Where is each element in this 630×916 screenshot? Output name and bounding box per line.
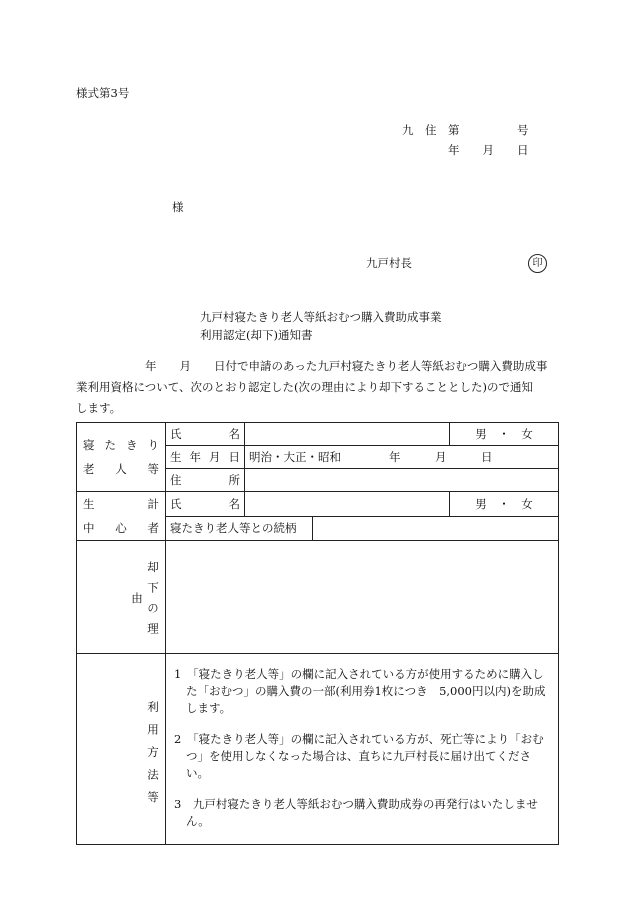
rejection-reason-row: [77, 541, 559, 654]
issue-date-line: 年 月 日: [448, 143, 529, 157]
elderly-label-line2: 老人等: [83, 462, 159, 476]
relation-field[interactable]: [313, 516, 559, 541]
earner-label-line2: 中心者: [83, 521, 159, 535]
earner-name-label: 氏名: [166, 492, 245, 517]
elderly-name-row: [77, 423, 559, 446]
usage-item-1: 1 「寝たきり老人等」の欄に記入されている方が使用するために購入した「おむつ」の購入費の一部(利用券1枚につき 5,000円以内)を助成します。: [174, 667, 546, 715]
earner-label-line1: 生 計: [83, 497, 159, 511]
earner-label-cell: [77, 492, 166, 541]
birthdate-ymd: 年 月 日: [389, 450, 493, 464]
usage-item-2: 2 「寝たきり老人等」の欄に記入されている方が、死亡等により「おむつ」を使用しなくなった場合は、直ちに九戸村長に届け出てください。: [174, 732, 544, 780]
elderly-name-field[interactable]: [245, 423, 450, 446]
addressee-suffix: 様: [172, 200, 184, 214]
rejection-reason-field[interactable]: [166, 541, 559, 654]
address-field[interactable]: [245, 469, 559, 492]
notice-body: [76, 356, 562, 419]
earner-gender-field[interactable]: 男 ・ 女: [450, 492, 559, 517]
notice-body-line1: 年 月 日付で申請のあった九戸村寝たきり老人等紙おむつ購入費助成事: [76, 359, 548, 373]
usage-item-3: 3 九戸村寝たきり老人等紙おむつ購入費助成券の再発行はいたしません。: [174, 797, 538, 828]
address-label: 住所: [166, 469, 245, 492]
document-title-line2: 利用認定(却下)通知書: [200, 328, 313, 342]
rejection-reason-label: 却下の理由: [77, 541, 166, 654]
elderly-label-cell: [77, 423, 166, 492]
elderly-label-line1: 寝たきり: [83, 438, 159, 452]
birthdate-field[interactable]: [245, 446, 559, 469]
issuer-name: 九戸村長: [366, 256, 412, 270]
seal-mark: 印: [528, 254, 547, 273]
elderly-name-label: 氏名: [166, 423, 245, 446]
notice-body-line3: します。: [76, 401, 122, 415]
elderly-gender-field[interactable]: 男 ・ 女: [450, 423, 559, 446]
birthdate-label: 生年月日: [166, 446, 245, 469]
earner-name-row: [77, 492, 559, 517]
usage-row: [77, 654, 559, 845]
form-number: 様式第3号: [76, 86, 130, 100]
relation-label: 寝たきり老人等との続柄: [166, 516, 313, 541]
usage-content: [166, 654, 559, 845]
era-options: 明治・大正・昭和: [249, 450, 341, 464]
earner-name-field[interactable]: [245, 492, 450, 517]
usage-label: 利用方法等: [77, 654, 166, 845]
reference-number-line: 九 住 第 号: [402, 123, 529, 137]
certification-form-table: [76, 422, 559, 845]
notice-body-line2: 業利用資格について、次のとおり認定した(次の理由により却下することとした)ので通知: [76, 380, 534, 394]
document-title-line1: 九戸村寝たきり老人等紙おむつ購入費助成事業: [200, 310, 442, 324]
